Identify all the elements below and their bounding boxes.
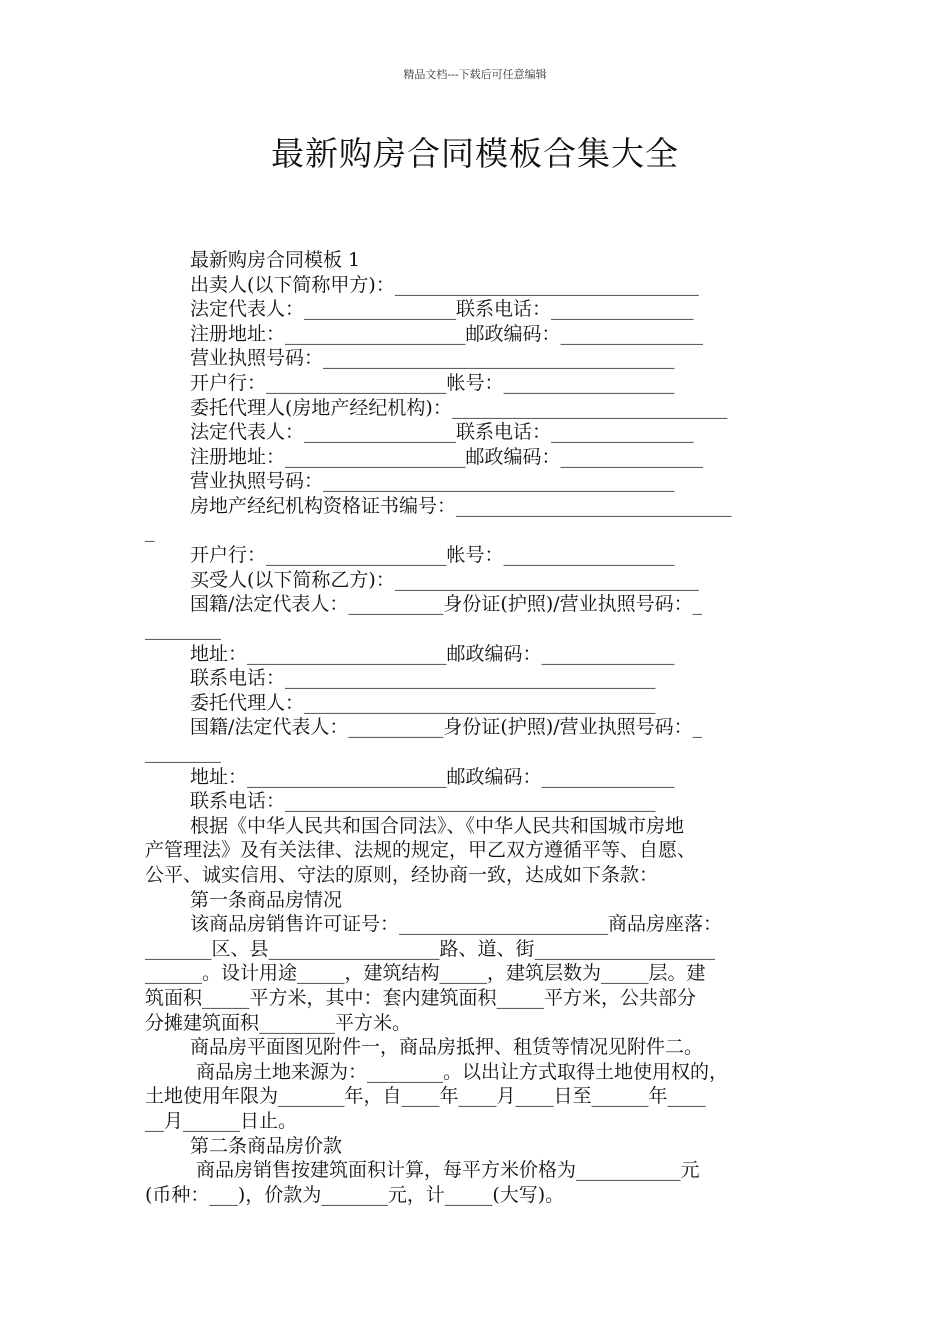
contract-line: 地址：_____________________邮政编码：______________ [190,766,675,788]
contract-line: __月______日止。 [145,1110,298,1132]
contract-line: 联系电话：_______________________________________ [190,667,656,689]
contract-line: _______区、县__________________路、道、街___________________ [145,938,716,960]
contract-line: 联系电话：_______________________________________ [190,790,656,812]
contract-line: ________ [145,618,221,640]
contract-line: 国籍/法定代表人：__________身份证(护照)/营业执照号码：_ [190,593,703,615]
contract-line: 地址：_____________________邮政编码：______________ [190,643,675,665]
contract-line: 法定代表人：________________联系电话：_______________ [190,421,694,443]
contract-line: 注册地址：___________________邮政编码：_______________ [190,446,704,468]
contract-line: 出卖人(以下简称甲方)：________________________________ [190,274,699,296]
contract-line: ________ [145,741,221,763]
contract-line: 商品房平面图见附件一，商品房抵押、租赁等情况见附件二。 [190,1036,704,1058]
contract-line: 商品房销售按建筑面积计算，每平方米价格为___________元 [190,1159,700,1181]
contract-line: 商品房土地来源为：________。以出让方式取得土地使用权的， [190,1061,729,1083]
contract-line: 开户行：___________________帐号：__________________ [190,372,675,394]
contract-line: 第二条商品房价款 [190,1135,343,1157]
contract-line: (币种：___)，价款为_______元，计_____(大写)。 [145,1184,565,1206]
contract-line: 委托代理人(房地产经纪机构)：_____________________________ [190,397,728,419]
contract-line: ______。设计用途_____，建筑结构_____，建筑层数为_____层。建 [145,962,706,984]
contract-line: 开户行：___________________帐号：__________________ [190,544,675,566]
contract-line: 营业执照号码：_____________________________________ [190,347,675,369]
header-note: 精品文档---下载后可任意编辑 [403,68,547,81]
contract-line: 委托代理人：_____________________________________ [190,692,656,714]
contract-line: 产管理法》及有关法律、法规的规定，甲乙双方遵循平等、自愿、 [145,839,697,861]
contract-line: 营业执照号码：_____________________________________ [190,470,675,492]
contract-line: 该商品房销售许可证号：______________________商品房座落： [190,913,723,935]
contract-line: 筑面积_____平方米，其中：套内建筑面积_____平方米，公共部分 [145,987,697,1009]
contract-line: 分摊建筑面积________平方米。 [145,1012,412,1034]
contract-line: 国籍/法定代表人：__________身份证(护照)/营业执照号码：_ [190,716,703,738]
contract-line: 最新购房合同模板 1 [190,249,361,271]
contract-line: 第一条商品房情况 [190,889,343,911]
contract-line: 注册地址：___________________邮政编码：_______________ [190,323,704,345]
contract-line: _ [145,520,155,542]
contract-line: 根据《中华人民共和国合同法》、《中华人民共和国城市房地 [190,815,685,837]
contract-line: 公平、诚实信用、守法的原则，经协商一致，达成如下条款： [145,864,659,886]
contract-line: 法定代表人：________________联系电话：_______________ [190,298,694,320]
contract-line: 买受人(以下简称乙方)：________________________________ [190,569,699,591]
document-title: 最新购房合同模板合集大全 [271,134,679,173]
contract-line: 土地使用年限为_______年，自____年____月____日至______年____ [145,1085,706,1107]
contract-line: 房地产经纪机构资格证书编号：_____________________________ [190,495,732,517]
